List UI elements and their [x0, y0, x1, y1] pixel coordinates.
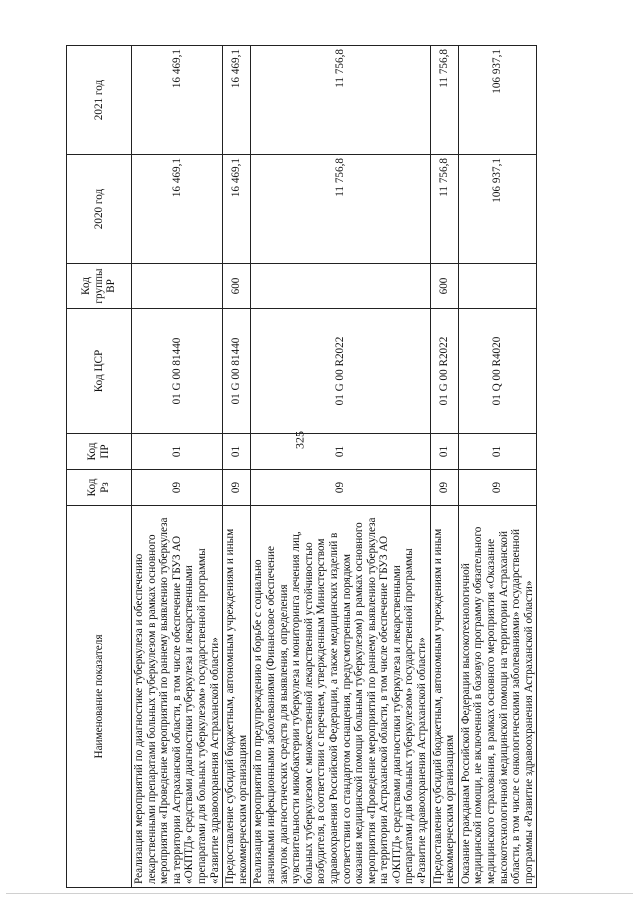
budget-table [66, 45, 537, 888]
row-vr: 600 [430, 264, 458, 309]
rotated-page-content [66, 46, 606, 888]
row-vr [458, 264, 537, 309]
row-2021: 11 756,8 [430, 46, 458, 155]
page-number: 325 [292, 431, 307, 449]
row-rz: 09 [132, 470, 223, 506]
row-2020: 11 756,8 [251, 155, 430, 264]
row-csr: 01 Q 00 R4020 [458, 309, 537, 434]
row-pr: 01 [251, 434, 430, 470]
header-name: Наименование показателя [67, 506, 132, 888]
row-name: Оказание гражданам Российской Федерации высокотехнологичной медицинской помощи, не включенной в базовую программу обязательного медицинского страхования, в рамках основного мероприятия «Оказание высокотехнологичной медицинской помощи на территории Астраханской области, в том числе с онкологическими заболеваниями» государственной программы «Развитие здравоохранения Астраханской области» [458, 506, 537, 888]
row-vr [132, 264, 223, 309]
row-vr [251, 264, 430, 309]
row-name: Реализация мероприятий по диагностике туберкулеза и обеспечению лекарственными препаратами больных туберкулезом в рамках основного мероприятия «Проведение мероприятий по раннему выявлению туберкулеза на территории Астраханской области, в том числе обеспечение ГБУЗ АО «ОКПТД» средствами диагностики туберкулеза и лекарственными препаратами для больных туберкулезом» государственной программы «Развитие здравоохранения Астраханской области» [132, 506, 223, 888]
table-row [132, 46, 223, 888]
row-name: Предоставление субсидий бюджетным, автономным учреждениям и иным некоммерческим организациям [430, 506, 458, 888]
row-pr: 01 [430, 434, 458, 470]
row-name: Реализация мероприятий по предупреждению и борьбе с социально значимыми инфекционными заболеваниями (Финансовое обеспечение закупок диагностических средств для выявления, определения чувствительности микобактерии туберкулеза и мониторинга лечения лиц, больных туберкулезом с множественной лекарственной устойчивостью возбудителя, в соответствии с перечнем, утвержденным Министерством здравоохранения Российской Федерации, а также медицинских изделий в соответствии со стандартом оснащения, предусмотренным порядком оказания медицинской помощи больным туберкулезом) в рамках основного мероприятия «Проведение мероприятий по раннему выявлению туберкулеза на территории Астраханской области, в том числе обеспечение ГБУЗ АО «ОКПТД» средствами диагностики туберкулеза и лекарственными препаратами для больных туберкулезом» государственной программы «Развитие здравоохранения Астраханской области» [251, 506, 430, 888]
row-vr: 600 [223, 264, 251, 309]
header-csr: Код ЦСР [67, 309, 132, 434]
row-2021: 106 937,1 [458, 46, 537, 155]
row-2020: 11 756,8 [430, 155, 458, 264]
header-2020: 2020 год [67, 155, 132, 264]
header-2021: 2021 год [67, 46, 132, 155]
row-name: Предоставление субсидий бюджетным, автономным учреждениям и иным некоммерческим организациям [223, 506, 251, 888]
row-2020: 106 937,1 [458, 155, 537, 264]
table-header-row [67, 46, 132, 888]
row-csr: 01 G 00 81440 [223, 309, 251, 434]
row-pr: 01 [132, 434, 223, 470]
row-2021: 11 756,8 [251, 46, 430, 155]
row-rz: 09 [251, 470, 430, 506]
row-2021: 16 469,1 [132, 46, 223, 155]
row-pr: 01 [223, 434, 251, 470]
row-2020: 16 469,1 [132, 155, 223, 264]
table-row [223, 46, 251, 888]
row-2020: 16 469,1 [223, 155, 251, 264]
row-rz: 09 [223, 470, 251, 506]
table-row [251, 46, 430, 888]
row-2021: 16 469,1 [223, 46, 251, 155]
page-edge-line [6, 893, 633, 894]
header-vr: Код группы ВР [67, 264, 132, 309]
table-row [430, 46, 458, 888]
row-csr: 01 G 00 R2022 [430, 309, 458, 434]
row-rz: 09 [430, 470, 458, 506]
row-csr: 01 G 00 81440 [132, 309, 223, 434]
header-pr: Код ПР [67, 434, 132, 470]
row-rz: 09 [458, 470, 537, 506]
row-pr: 01 [458, 434, 537, 470]
table-row [458, 46, 537, 888]
header-rz: Код Рз [67, 470, 132, 506]
row-csr: 01 G 00 R2022 [251, 309, 430, 434]
